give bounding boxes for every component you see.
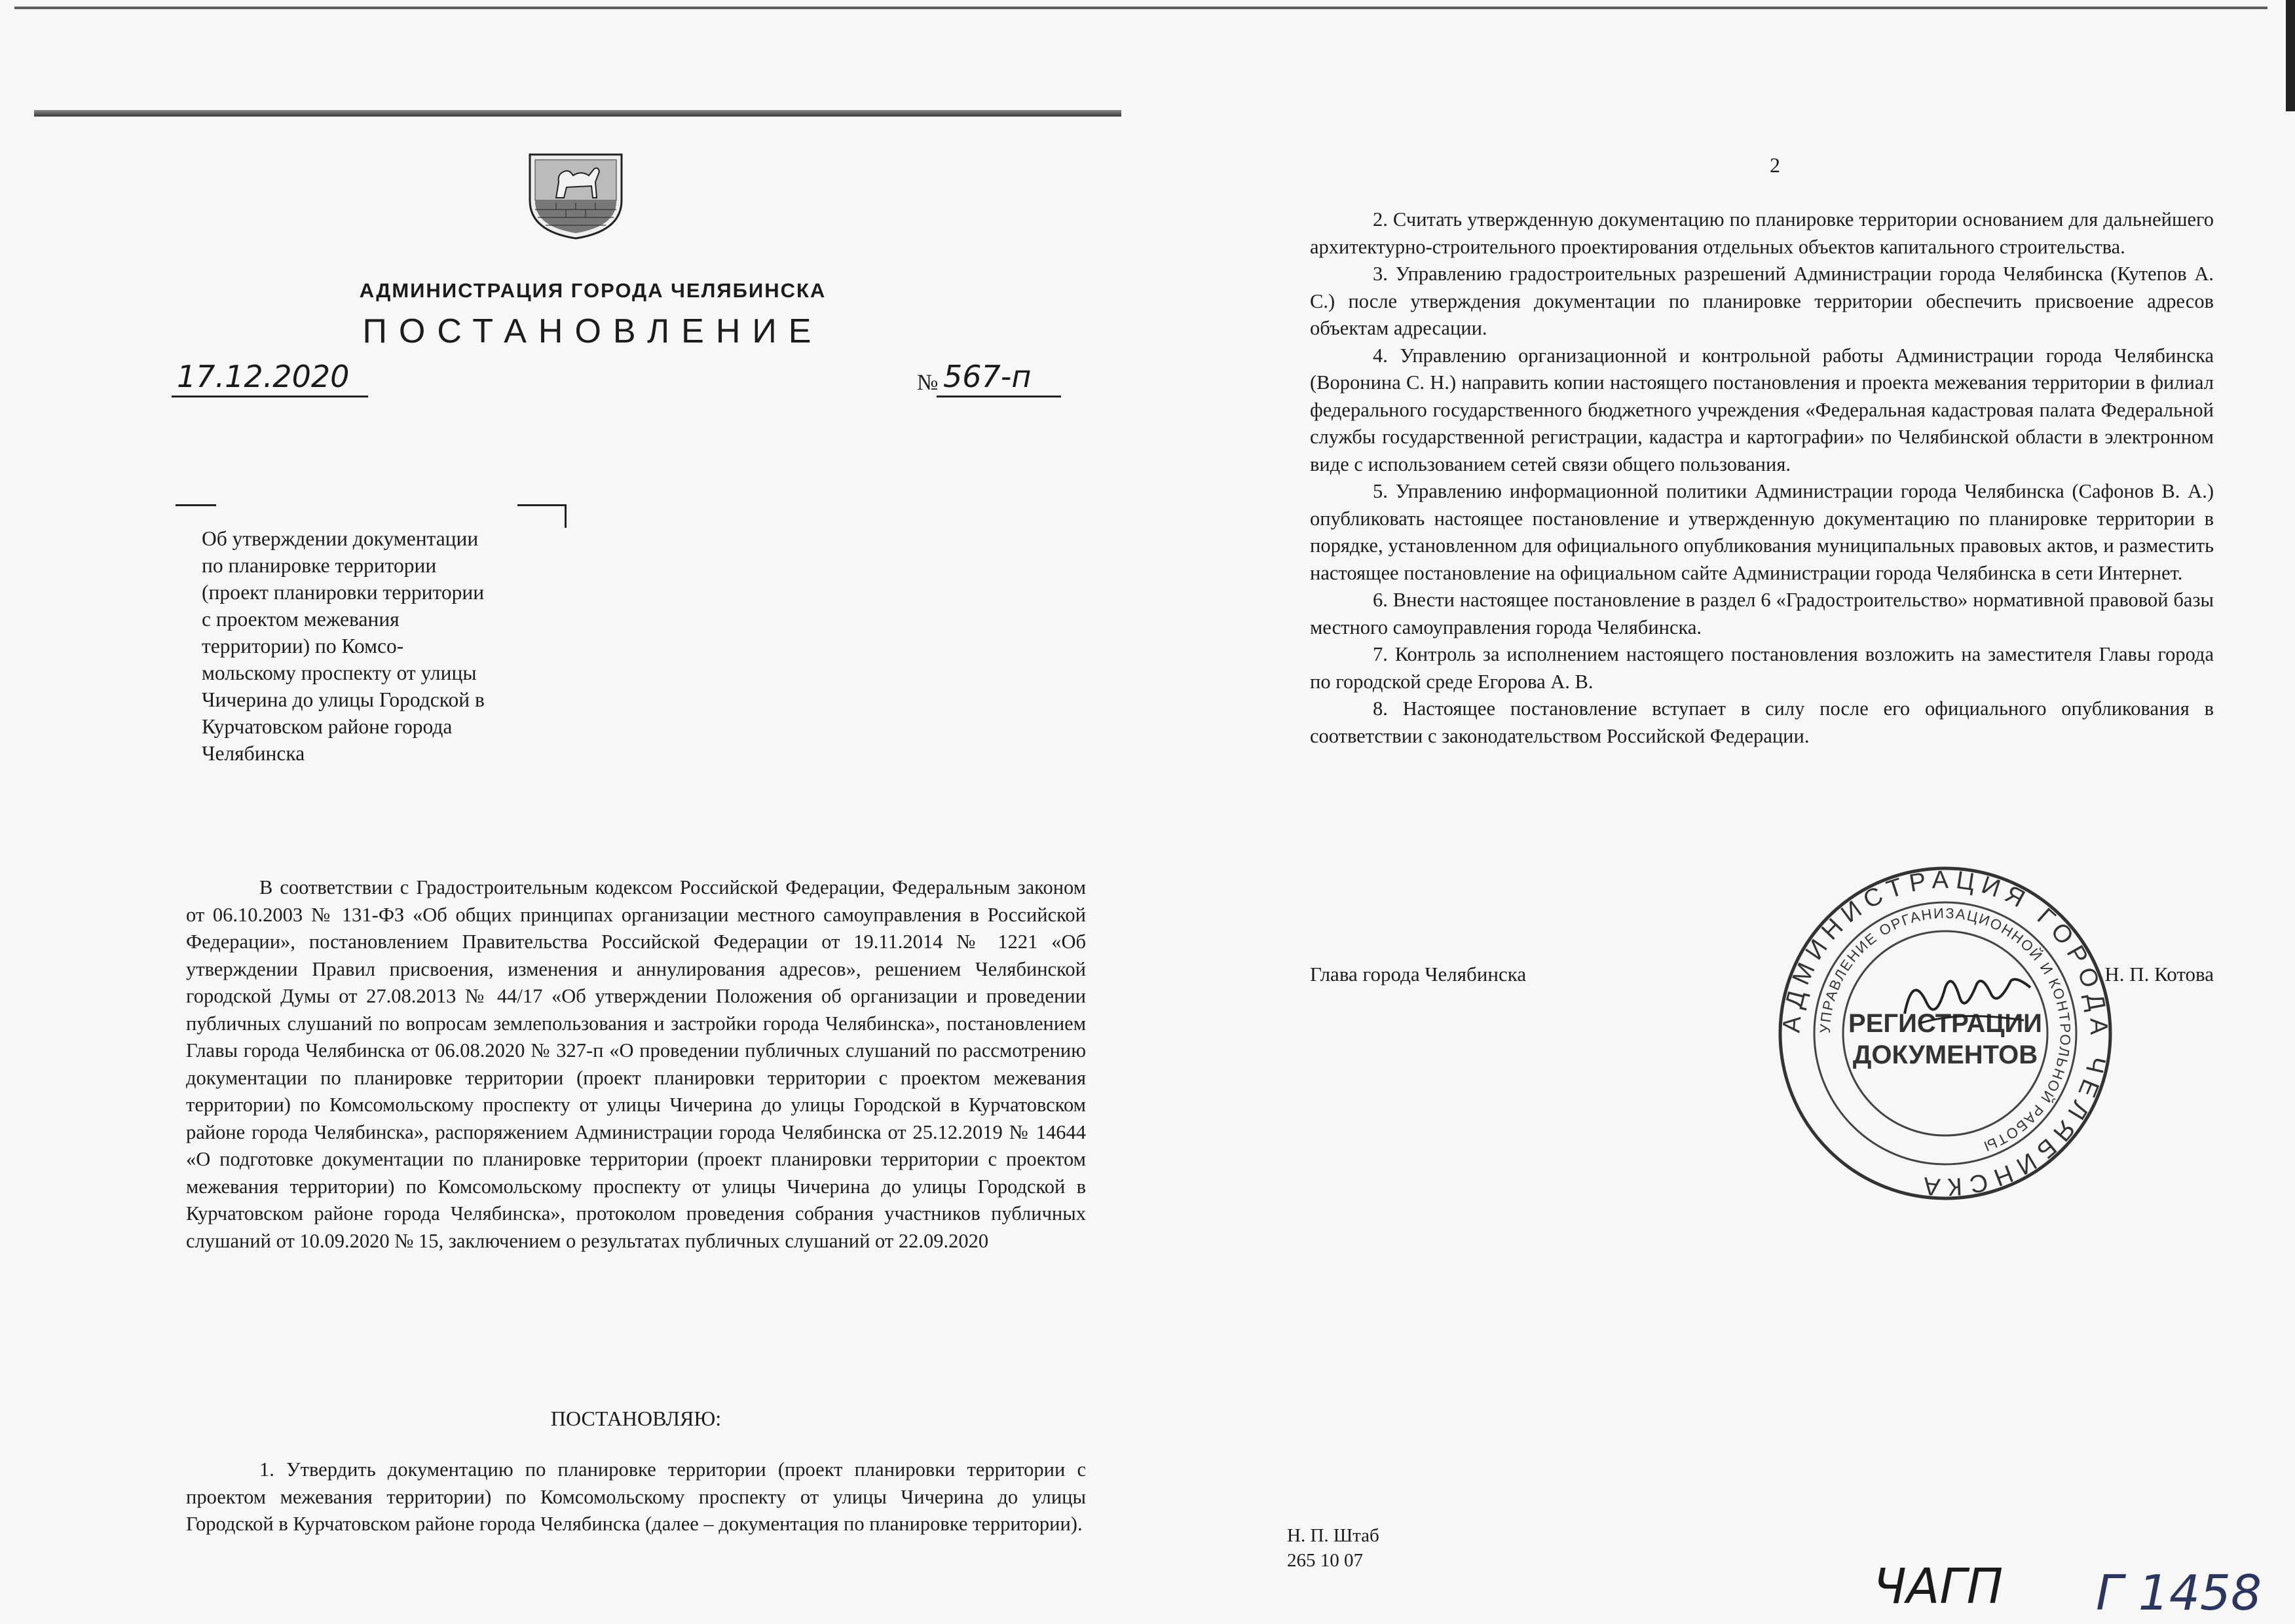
author-block xyxy=(1287,1523,1379,1573)
subject-corner-right xyxy=(517,504,566,506)
subject-line: Челябинска xyxy=(202,742,305,765)
subject-line: Об утверждении документации xyxy=(202,527,479,550)
item-paragraph: 3. Управлению градостроительных разрешений Администрации города Челябинска (Кутепов А. С.) после утверждения документации по планировке территории обеспечить присвоение адресов объектам адресации. xyxy=(1310,263,2214,339)
subject-line: мольскому проспекту от улицы xyxy=(202,661,477,684)
date-underline xyxy=(172,396,368,397)
stamp-outer-text: АДМИНИСТРАЦИЯ ГОРОДА ЧЕЛЯБИНСКА xyxy=(1778,866,2113,1201)
scan-edge-right xyxy=(2286,0,2295,111)
page-number: 2 xyxy=(1770,153,1780,177)
subject-line: Чичерина до улицы Городской в xyxy=(202,688,485,711)
scan-rule xyxy=(34,110,1121,117)
decree-subject xyxy=(202,525,545,767)
item-paragraph: 2. Считать утвержденную документацию по планировке территории основанием для дальнейшего архитектурно-строительного проектирования отдельных объектов капитального строительства. xyxy=(1310,208,2214,258)
document-type: ПОСТАНОВЛЕНИЕ xyxy=(362,312,823,350)
subject-line: с проектом межевания xyxy=(202,608,400,631)
stamp-center-line: РЕГИСТРАЦИИ xyxy=(1848,1009,2042,1038)
organization-name: АДМИНИСТРАЦИЯ ГОРОДА ЧЕЛЯБИНСКА xyxy=(359,279,827,302)
subject-line: по планировке территории xyxy=(202,554,437,577)
city-emblem-icon xyxy=(523,149,628,241)
item-paragraph: 4. Управлению организационной и контрольной работы Администрации города Челябинска (Воронина С. Н.) направить копии настоящего постановления и проекта межевания территории в филиал федерального государственного бюджетного учреждения «Федеральная кадастровая палата Федеральной службы государственной регистрации, кадастра и картографии» по Челябинской области в электронном виде с использованием сетей связи общего пользования. xyxy=(1310,344,2214,475)
number-underline xyxy=(937,396,1061,397)
subject-line: (проект планировки территории xyxy=(202,581,485,604)
preamble-paragraph: В соответствии с Градостроительным кодексом Российской Федерации, Федеральным законом от 06.10.2003 № 131-ФЗ «Об общих принципах организации местного самоуправления в Российской Федерации», постановлением Правительства Российской Федерации от 19.11.2014 № 1221 «Об утверждении Правил присвоения, изменения и аннулирования адресов», решением Челябинской городской Думы от 27.08.2013 № 44/17 «Об утверждении Положения об организации и проведении публичных слушаний по вопросам землепользования и застройки города Челябинска», постановлением Главы города Челябинска от 06.08.2020 № 327-п «О проведении публичных слушаний по рассмотрению документации по планировке территории (проект планировки территории с проектом межевания территории) по Комсомольскому проспекту от улицы Чичерина до улицы Городской в Курчатовском районе города Челябинска», распоряжением Администрации города Челябинска от 25.12.2019 № 14644 «О подготовке документации по планировке территории (проект планировки территории с проектом межевания территории) по Комсомольскому проспекту от улицы Чичерина до улицы Городской в Курчатовском районе города Челябинска», протоколом проведения собрания участников публичных слушаний от 10.09.2020 № 15, заключением о результатах публичных слушаний от 22.09.2020 xyxy=(186,876,1086,1252)
handwritten-signature xyxy=(1899,961,2037,1040)
stamp-center-line: ДОКУМЕНТОВ xyxy=(1852,1041,2038,1069)
author-name: Н. П. Штаб xyxy=(1287,1525,1379,1546)
item-paragraph: 8. Настоящее постановление вступает в силу после его официального опубликования в соответствии с законодательством Российской Федерации. xyxy=(1310,697,2214,747)
decree-date: 17.12.2020 xyxy=(177,359,350,394)
subject-corner-right-vertical xyxy=(565,504,567,528)
item-1-paragraph: 1. Утвердить документацию по планировке территории (проект планировки территории с проектом межевания территории) по Комсомольскому проспекту от улицы Чичерина до улицы Городской в Курчатовском районе города Челябинска (далее – документация по планировке территории). xyxy=(186,1458,1086,1535)
number-label: № xyxy=(917,371,939,395)
decree-items xyxy=(1310,206,2214,750)
item-paragraph: 6. Внести настоящее постановление в раздел 6 «Градостроительство» нормативной правовой базы местного самоуправления города Челябинска. xyxy=(1310,589,2214,638)
item-paragraph: 7. Контроль за исполнением настоящего постановления возложить на заместителя Главы города по городской среде Егорова А. В. xyxy=(1310,643,2214,693)
resolve-heading: ПОСТАНОВЛЯЮ: xyxy=(550,1407,722,1430)
author-phone: 265 10 07 xyxy=(1287,1550,1363,1571)
stamp-inner-text: УПРАВЛЕНИЕ ОРГАНИЗАЦИОННОЙ И КОНТРОЛЬНОЙ РАБОТЫ xyxy=(1816,904,2074,1155)
handwritten-note: ЧАГП xyxy=(1873,1559,2004,1615)
signatory-name: Н. П. Котова xyxy=(2104,963,2214,986)
subject-line: Курчатовском районе города xyxy=(202,715,453,738)
scan-edge-top xyxy=(14,7,2267,9)
item-paragraph: 5. Управлению информационной политики Администрации города Челябинска (Сафонов В. А.) опубликовать настоящее постановление и утвержденную документацию по планировке территории в порядке, установленном для официального опубликования муниципальных правовых актов, и разместить настоящее постановление на официальном сайте Администрации города Челябинска в сети Интернет. xyxy=(1310,480,2214,584)
decree-number: 567-п xyxy=(943,359,1032,394)
handwritten-note: Г 1458 xyxy=(2096,1565,2262,1621)
subject-corner-left xyxy=(176,504,216,506)
subject-line: территории) по Комсо- xyxy=(202,635,404,657)
signatory-role: Глава города Челябинска xyxy=(1310,963,1527,986)
